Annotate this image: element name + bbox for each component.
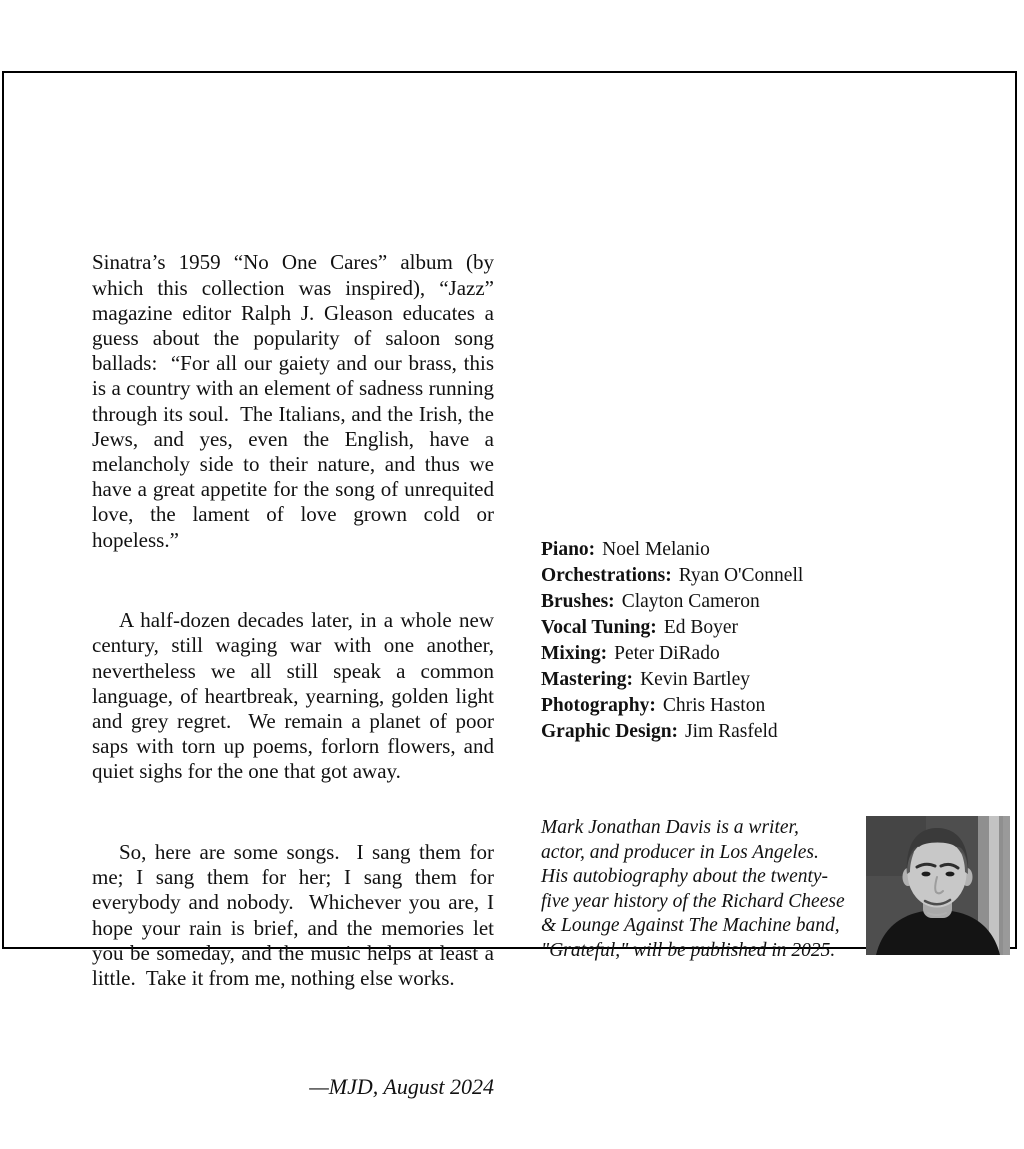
credit-role: Graphic Design: bbox=[541, 721, 679, 742]
bio-line: His autobiography about the twenty- bbox=[541, 866, 829, 887]
bio-line: "Grateful," will be published in 2025. bbox=[541, 939, 836, 961]
liner-notes-paragraph: So, here are some songs. I sang them for me; I sang them for her; I sang them for everybody and nobody. Whichever you are, I hope your rain is brief, and the memories let you be someday, and the music helps at least a little. Take it from me, nothing else works. bbox=[92, 840, 500, 991]
credits-list bbox=[541, 537, 803, 745]
author-portrait-photo bbox=[866, 816, 1010, 955]
credit-name: Peter DiRado bbox=[614, 643, 720, 664]
bio-line: five year history of the Richard Cheese bbox=[541, 890, 845, 912]
credit-row bbox=[541, 641, 803, 667]
credit-role: Piano: bbox=[541, 539, 596, 560]
liner-notes-column bbox=[92, 200, 500, 1149]
credit-row bbox=[541, 615, 803, 641]
credit-row bbox=[541, 563, 803, 589]
credit-role: Orchestrations: bbox=[541, 565, 672, 586]
bio-line: Mark Jonathan Davis is a writer, bbox=[541, 817, 799, 838]
portrait-photo-graphic bbox=[866, 816, 1010, 955]
credit-role: Photography: bbox=[541, 695, 656, 716]
credit-row bbox=[541, 667, 803, 693]
credit-role: Mixing: bbox=[541, 643, 608, 664]
credit-name: Kevin Bartley bbox=[640, 669, 750, 690]
credit-row bbox=[541, 589, 803, 615]
credit-role: Mastering: bbox=[541, 669, 634, 690]
credit-row bbox=[541, 537, 803, 563]
credit-name: Clayton Cameron bbox=[621, 591, 760, 612]
credit-row bbox=[541, 693, 803, 719]
credit-name: Jim Rasfeld bbox=[685, 721, 778, 742]
credit-role: Vocal Tuning: bbox=[541, 617, 657, 638]
credit-name: Noel Melanio bbox=[602, 539, 710, 560]
credit-name: Ryan O'Connell bbox=[678, 565, 804, 586]
credit-name: Chris Haston bbox=[662, 695, 766, 716]
liner-notes-paragraph: Sinatra’s 1959 “No One Cares” album (by which this collection was inspired), “Jazz” magazine editor Ralph J. Gleason educates a guess about the popularity of saloon song ballads: “For all our gaiety and our brass, this is a country with an element of sadness running through its soul. The Italians, and the Irish, the Jews, and yes, even the English, have a melancholy side to their nature, and thus we have a great appetite for the song of unrequited love, the lament of love grown cold or hopeless.” bbox=[92, 250, 500, 552]
author-signature: —MJD, August 2024 bbox=[309, 1073, 494, 1099]
credit-role: Brushes: bbox=[541, 591, 615, 612]
bio-line: actor, and producer in Los Angeles. bbox=[541, 841, 819, 863]
credit-name: Ed Boyer bbox=[663, 617, 739, 638]
liner-notes-paragraph: A half-dozen decades later, in a whole new century, still waging war with one another, nevertheless we all still speak a common language, of heartbreak, yearning, golden light and grey regret. We remain a planet of poor saps with torn up poems, forlorn flowers, and quiet sighs for the one that got away. bbox=[92, 608, 500, 784]
credit-row bbox=[541, 719, 803, 745]
page-frame bbox=[2, 71, 1017, 1099]
author-bio bbox=[541, 816, 845, 963]
bio-line: & Lounge Against The Machine band, bbox=[541, 915, 840, 936]
